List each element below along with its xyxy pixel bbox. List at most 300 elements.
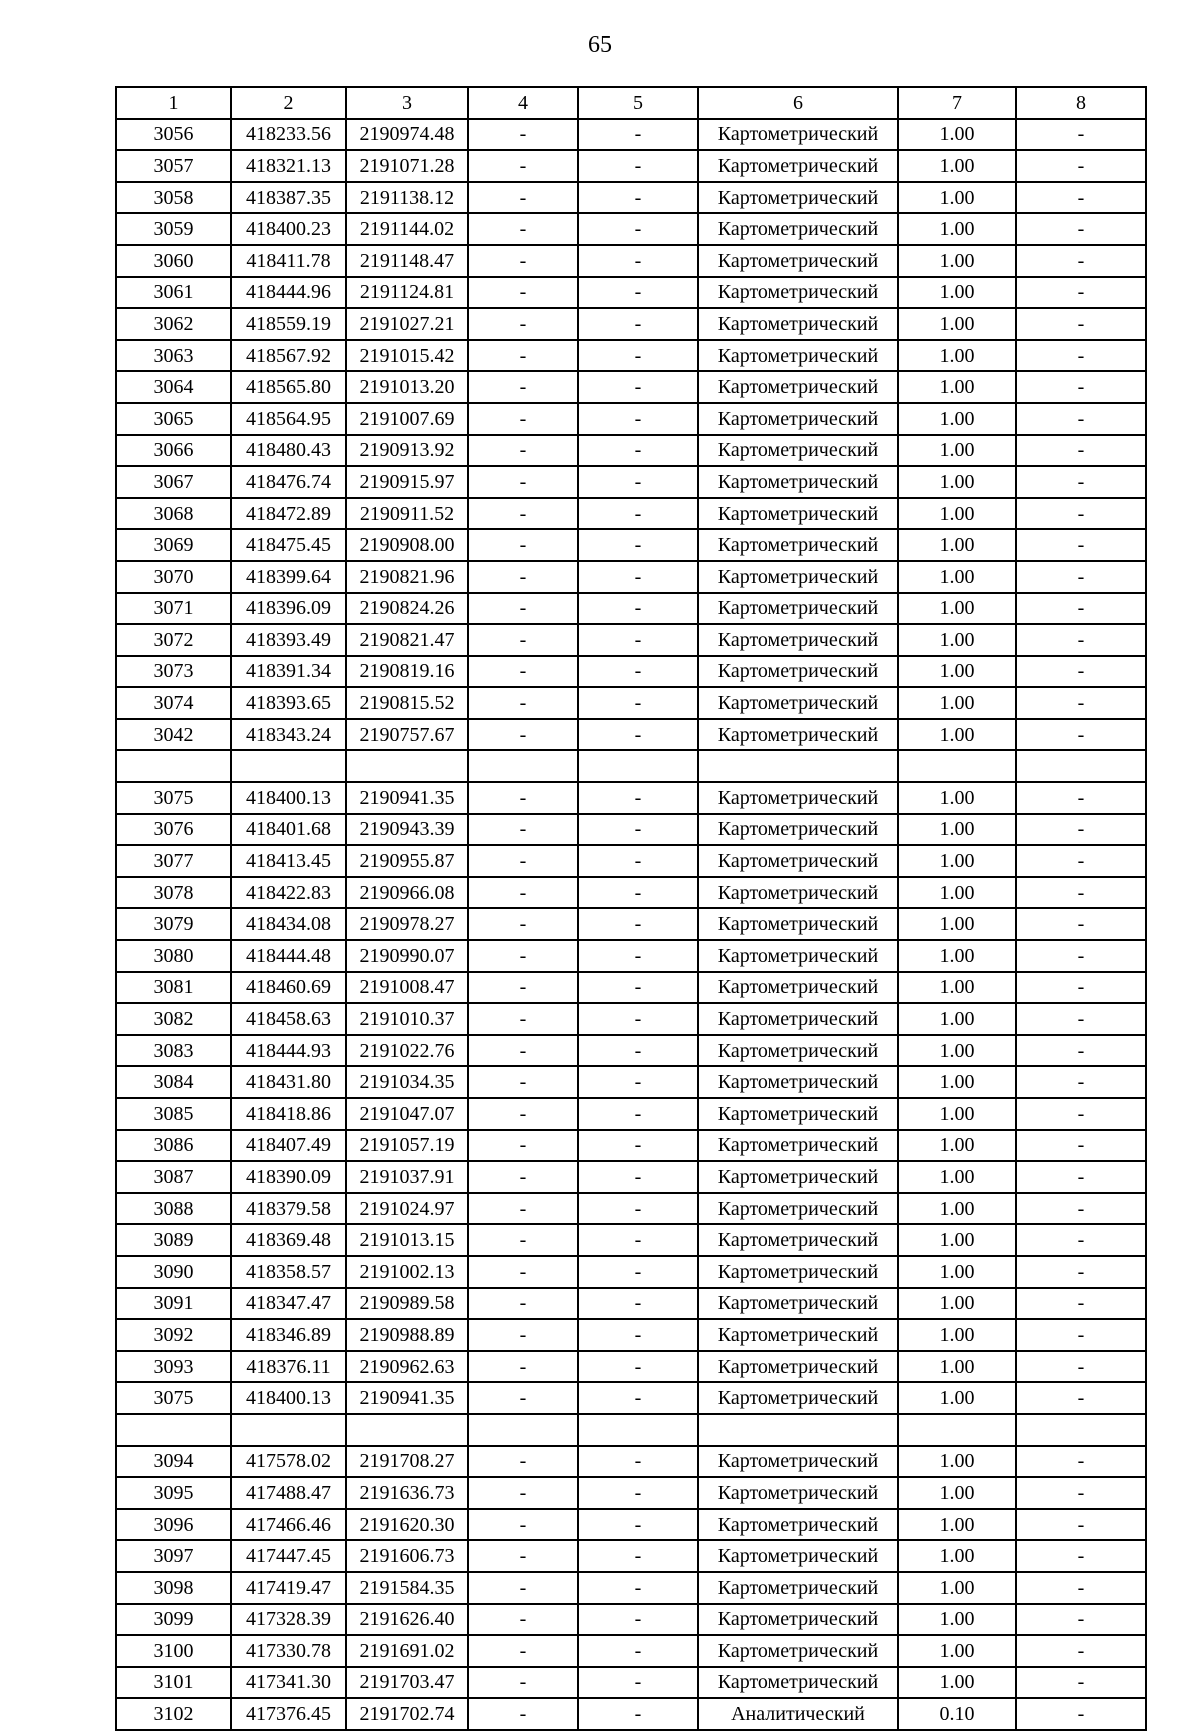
table-cell: 417328.39 bbox=[231, 1604, 346, 1636]
table-cell: 3074 bbox=[116, 687, 231, 719]
table-cell: 1.00 bbox=[898, 687, 1016, 719]
table-cell: 2191703.47 bbox=[346, 1667, 468, 1699]
table-cell: - bbox=[1016, 403, 1146, 435]
table-cell: 418390.09 bbox=[231, 1161, 346, 1193]
table-cell: 2191022.76 bbox=[346, 1035, 468, 1067]
table-cell: 3069 bbox=[116, 529, 231, 561]
table-cell: 3056 bbox=[116, 119, 231, 151]
table-cell: 1.00 bbox=[898, 245, 1016, 277]
table-row bbox=[116, 1477, 1146, 1509]
table-cell: - bbox=[578, 940, 698, 972]
table-cell: - bbox=[578, 1635, 698, 1667]
table-cell: - bbox=[578, 687, 698, 719]
table-row bbox=[116, 435, 1146, 467]
table-cell: Картометрический bbox=[698, 940, 898, 972]
table-row bbox=[116, 1446, 1146, 1478]
table-cell: 418400.23 bbox=[231, 213, 346, 245]
table-cell: 2191124.81 bbox=[346, 277, 468, 309]
table-cell: Картометрический bbox=[698, 1351, 898, 1383]
table-cell: Картометрический bbox=[698, 1319, 898, 1351]
table-cell: Аналитический bbox=[698, 1698, 898, 1730]
table-cell: - bbox=[468, 1446, 578, 1478]
header-cell: 5 bbox=[578, 87, 698, 119]
table-cell: Картометрический bbox=[698, 1477, 898, 1509]
table-cell: Картометрический bbox=[698, 1667, 898, 1699]
table-cell: 418393.49 bbox=[231, 624, 346, 656]
table-cell: 1.00 bbox=[898, 1288, 1016, 1320]
table-cell: 3072 bbox=[116, 624, 231, 656]
table-cell: 2191013.15 bbox=[346, 1224, 468, 1256]
table-cell: 2190913.92 bbox=[346, 435, 468, 467]
table-cell: Картометрический bbox=[698, 972, 898, 1004]
table-cell: 2191584.35 bbox=[346, 1572, 468, 1604]
table-cell: 2191708.27 bbox=[346, 1446, 468, 1478]
table-row bbox=[116, 1161, 1146, 1193]
table-cell: 2191013.20 bbox=[346, 371, 468, 403]
table-cell: 2191071.28 bbox=[346, 150, 468, 182]
table-cell: - bbox=[578, 150, 698, 182]
table-row bbox=[116, 593, 1146, 625]
table-cell: Картометрический bbox=[698, 1604, 898, 1636]
table-cell: - bbox=[578, 908, 698, 940]
table-cell: - bbox=[1016, 624, 1146, 656]
table-cell: Картометрический bbox=[698, 719, 898, 751]
table-cell: 3086 bbox=[116, 1130, 231, 1162]
table-cell: Картометрический bbox=[698, 845, 898, 877]
table-cell: - bbox=[468, 1003, 578, 1035]
table-cell: 2191620.30 bbox=[346, 1509, 468, 1541]
table-cell: 1.00 bbox=[898, 435, 1016, 467]
table-cell: 3089 bbox=[116, 1224, 231, 1256]
table-cell: - bbox=[1016, 1382, 1146, 1414]
table-cell: 1.00 bbox=[898, 371, 1016, 403]
table-cell: 417419.47 bbox=[231, 1572, 346, 1604]
table-cell: 3085 bbox=[116, 1098, 231, 1130]
table-cell: - bbox=[1016, 1319, 1146, 1351]
table-cell bbox=[898, 750, 1016, 782]
table-cell: 1.00 bbox=[898, 308, 1016, 340]
table-cell: - bbox=[468, 1256, 578, 1288]
table-cell: 3094 bbox=[116, 1446, 231, 1478]
table-cell: - bbox=[468, 782, 578, 814]
table-cell: 418418.86 bbox=[231, 1098, 346, 1130]
table-row bbox=[116, 782, 1146, 814]
table-cell: - bbox=[468, 1382, 578, 1414]
table-cell: 418376.11 bbox=[231, 1351, 346, 1383]
table-cell: 2190757.67 bbox=[346, 719, 468, 751]
table-cell: - bbox=[578, 656, 698, 688]
table-cell: 1.00 bbox=[898, 593, 1016, 625]
table-cell: - bbox=[468, 182, 578, 214]
separator-row bbox=[116, 1414, 1146, 1446]
table-cell: - bbox=[578, 1098, 698, 1130]
table-body bbox=[116, 119, 1146, 1730]
table-cell bbox=[578, 750, 698, 782]
table-cell bbox=[116, 1414, 231, 1446]
table-row bbox=[116, 1193, 1146, 1225]
table-row bbox=[116, 877, 1146, 909]
table-cell bbox=[346, 1414, 468, 1446]
table-cell: 2191015.42 bbox=[346, 340, 468, 372]
table-row bbox=[116, 1035, 1146, 1067]
header-cell: 1 bbox=[116, 87, 231, 119]
table-cell bbox=[578, 1414, 698, 1446]
table-cell: 3099 bbox=[116, 1604, 231, 1636]
table-cell: 418475.45 bbox=[231, 529, 346, 561]
table-cell: - bbox=[468, 1161, 578, 1193]
table-cell: 3088 bbox=[116, 1193, 231, 1225]
table-cell: 1.00 bbox=[898, 213, 1016, 245]
table-cell: - bbox=[578, 1604, 698, 1636]
table-cell: 1.00 bbox=[898, 1066, 1016, 1098]
table-cell: 418476.74 bbox=[231, 466, 346, 498]
table-cell: 1.00 bbox=[898, 529, 1016, 561]
table-cell: 3101 bbox=[116, 1667, 231, 1699]
table-cell: 3096 bbox=[116, 1509, 231, 1541]
table-cell: - bbox=[468, 529, 578, 561]
table-row bbox=[116, 1003, 1146, 1035]
table-cell: 418369.48 bbox=[231, 1224, 346, 1256]
table-cell: - bbox=[1016, 814, 1146, 846]
table-row bbox=[116, 498, 1146, 530]
table-cell: Картометрический bbox=[698, 182, 898, 214]
table-cell: 2190978.27 bbox=[346, 908, 468, 940]
table-cell: 3078 bbox=[116, 877, 231, 909]
table-cell: 3091 bbox=[116, 1288, 231, 1320]
table-cell: - bbox=[1016, 1509, 1146, 1541]
table-cell: - bbox=[468, 1193, 578, 1225]
table-row bbox=[116, 1066, 1146, 1098]
table-cell: 417447.45 bbox=[231, 1540, 346, 1572]
table-cell: 3073 bbox=[116, 656, 231, 688]
table-cell: 2190911.52 bbox=[346, 498, 468, 530]
table-cell: 418431.80 bbox=[231, 1066, 346, 1098]
table-row bbox=[116, 119, 1146, 151]
table-cell: 418233.56 bbox=[231, 119, 346, 151]
table-cell: Картометрический bbox=[698, 593, 898, 625]
table-cell: 2191010.37 bbox=[346, 1003, 468, 1035]
table-row bbox=[116, 940, 1146, 972]
table-cell: Картометрический bbox=[698, 245, 898, 277]
table-cell: 418411.78 bbox=[231, 245, 346, 277]
table-cell: 3059 bbox=[116, 213, 231, 245]
table-cell: - bbox=[578, 1161, 698, 1193]
table-cell: - bbox=[468, 308, 578, 340]
table-cell: 2190908.00 bbox=[346, 529, 468, 561]
table-cell: 418343.24 bbox=[231, 719, 346, 751]
table-cell: 2190821.47 bbox=[346, 624, 468, 656]
header-cell: 7 bbox=[898, 87, 1016, 119]
table-cell: 3090 bbox=[116, 1256, 231, 1288]
table-cell: 418321.13 bbox=[231, 150, 346, 182]
table-cell: 2191008.47 bbox=[346, 972, 468, 1004]
table-cell: 1.00 bbox=[898, 908, 1016, 940]
table-row bbox=[116, 213, 1146, 245]
table-cell: 418565.80 bbox=[231, 371, 346, 403]
table-cell: - bbox=[578, 213, 698, 245]
table-cell: - bbox=[578, 403, 698, 435]
header-row bbox=[116, 87, 1146, 119]
table-cell: Картометрический bbox=[698, 1256, 898, 1288]
table-cell: Картометрический bbox=[698, 371, 898, 403]
table-cell: - bbox=[468, 624, 578, 656]
table-cell bbox=[116, 750, 231, 782]
table-cell: 3057 bbox=[116, 150, 231, 182]
table-cell: 3075 bbox=[116, 782, 231, 814]
table-cell: 418379.58 bbox=[231, 1193, 346, 1225]
table-cell: - bbox=[1016, 182, 1146, 214]
table-cell: - bbox=[468, 1509, 578, 1541]
table-cell: - bbox=[578, 1035, 698, 1067]
table-cell: 2190941.35 bbox=[346, 782, 468, 814]
table-cell: - bbox=[1016, 1477, 1146, 1509]
table-cell: - bbox=[468, 1319, 578, 1351]
table-cell: 418460.69 bbox=[231, 972, 346, 1004]
table-cell: - bbox=[468, 1540, 578, 1572]
table-cell: 1.00 bbox=[898, 877, 1016, 909]
table-cell: - bbox=[1016, 308, 1146, 340]
table-cell: 3061 bbox=[116, 277, 231, 309]
table-cell: 1.00 bbox=[898, 845, 1016, 877]
table-cell: Картометрический bbox=[698, 1224, 898, 1256]
table-row bbox=[116, 1604, 1146, 1636]
table-cell: - bbox=[1016, 1035, 1146, 1067]
table-cell: - bbox=[578, 877, 698, 909]
table-cell: 1.00 bbox=[898, 782, 1016, 814]
table-cell: - bbox=[578, 466, 698, 498]
table-cell: 418396.09 bbox=[231, 593, 346, 625]
table-cell: - bbox=[468, 593, 578, 625]
header-cell: 2 bbox=[231, 87, 346, 119]
table-cell: 3070 bbox=[116, 561, 231, 593]
table-cell: 418358.57 bbox=[231, 1256, 346, 1288]
table-cell: Картометрический bbox=[698, 1003, 898, 1035]
table-cell: 1.00 bbox=[898, 1256, 1016, 1288]
table-cell: Картометрический bbox=[698, 1288, 898, 1320]
table-cell: - bbox=[578, 119, 698, 151]
table-cell: 418347.47 bbox=[231, 1288, 346, 1320]
table-cell: 1.00 bbox=[898, 1098, 1016, 1130]
table-cell: 417341.30 bbox=[231, 1667, 346, 1699]
table-cell: 2190989.58 bbox=[346, 1288, 468, 1320]
table-cell: - bbox=[468, 277, 578, 309]
table-cell: Картометрический bbox=[698, 1509, 898, 1541]
table-cell: 1.00 bbox=[898, 814, 1016, 846]
table-cell: - bbox=[578, 277, 698, 309]
table-row bbox=[116, 624, 1146, 656]
table-cell: 1.00 bbox=[898, 1540, 1016, 1572]
table-row bbox=[116, 1319, 1146, 1351]
table-cell: Картометрический bbox=[698, 908, 898, 940]
table-cell: - bbox=[578, 624, 698, 656]
table-cell: 1.00 bbox=[898, 1477, 1016, 1509]
table-row bbox=[116, 1698, 1146, 1730]
table-cell: - bbox=[1016, 1193, 1146, 1225]
table-cell: - bbox=[578, 1477, 698, 1509]
table-row bbox=[116, 908, 1146, 940]
table-cell bbox=[1016, 1414, 1146, 1446]
table-cell: 1.00 bbox=[898, 1319, 1016, 1351]
table-cell: Картометрический bbox=[698, 814, 898, 846]
table-cell: 2191047.07 bbox=[346, 1098, 468, 1130]
table-cell: 2190962.63 bbox=[346, 1351, 468, 1383]
table-cell: - bbox=[578, 1319, 698, 1351]
table-row bbox=[116, 687, 1146, 719]
table-cell: Картометрический bbox=[698, 624, 898, 656]
table-row bbox=[116, 1224, 1146, 1256]
table-cell: - bbox=[578, 845, 698, 877]
table-cell: - bbox=[578, 245, 698, 277]
table-cell: - bbox=[1016, 1351, 1146, 1383]
table-cell: 1.00 bbox=[898, 719, 1016, 751]
table-cell: - bbox=[578, 782, 698, 814]
table-cell: 2191138.12 bbox=[346, 182, 468, 214]
table-cell: 1.00 bbox=[898, 277, 1016, 309]
table-cell: - bbox=[1016, 150, 1146, 182]
table-cell: 2191007.69 bbox=[346, 403, 468, 435]
table-cell: 3081 bbox=[116, 972, 231, 1004]
table-cell: 1.00 bbox=[898, 1667, 1016, 1699]
table-cell: - bbox=[468, 687, 578, 719]
table-cell: 2190966.08 bbox=[346, 877, 468, 909]
table-cell: 3066 bbox=[116, 435, 231, 467]
table-cell: 2190955.87 bbox=[346, 845, 468, 877]
table-row bbox=[116, 1130, 1146, 1162]
table-cell bbox=[468, 1414, 578, 1446]
table-cell: - bbox=[468, 656, 578, 688]
table-cell bbox=[231, 750, 346, 782]
table-cell: - bbox=[578, 972, 698, 1004]
table-cell: 2191057.19 bbox=[346, 1130, 468, 1162]
table-cell: 2191144.02 bbox=[346, 213, 468, 245]
table-cell: 418393.65 bbox=[231, 687, 346, 719]
table-row bbox=[116, 1667, 1146, 1699]
table-cell: - bbox=[1016, 1066, 1146, 1098]
table-row bbox=[116, 1288, 1146, 1320]
table-cell: 3076 bbox=[116, 814, 231, 846]
table-row bbox=[116, 466, 1146, 498]
table-cell: - bbox=[468, 498, 578, 530]
table-cell: - bbox=[468, 1351, 578, 1383]
table-cell: 3077 bbox=[116, 845, 231, 877]
table-cell: - bbox=[468, 1604, 578, 1636]
table-row bbox=[116, 814, 1146, 846]
header-cell: 4 bbox=[468, 87, 578, 119]
table-cell: - bbox=[1016, 119, 1146, 151]
table-cell: 1.00 bbox=[898, 1161, 1016, 1193]
table-cell: - bbox=[1016, 719, 1146, 751]
table-cell: Картометрический bbox=[698, 1098, 898, 1130]
table-cell: 3075 bbox=[116, 1382, 231, 1414]
table-cell: Картометрический bbox=[698, 1382, 898, 1414]
table-cell: 1.00 bbox=[898, 182, 1016, 214]
table-cell: - bbox=[468, 1698, 578, 1730]
table-cell: 418391.34 bbox=[231, 656, 346, 688]
table-cell bbox=[231, 1414, 346, 1446]
table-cell: Картометрический bbox=[698, 1066, 898, 1098]
table-cell: - bbox=[578, 1193, 698, 1225]
table-row bbox=[116, 719, 1146, 751]
table-cell: - bbox=[468, 908, 578, 940]
table-cell: 2191024.97 bbox=[346, 1193, 468, 1225]
table-cell: 3102 bbox=[116, 1698, 231, 1730]
table-cell: - bbox=[578, 561, 698, 593]
table-row bbox=[116, 403, 1146, 435]
table-cell: 2191148.47 bbox=[346, 245, 468, 277]
table-cell: Картометрический bbox=[698, 150, 898, 182]
table-row bbox=[116, 1256, 1146, 1288]
table-cell: - bbox=[578, 308, 698, 340]
table-row bbox=[116, 1382, 1146, 1414]
table-cell: 1.00 bbox=[898, 1509, 1016, 1541]
table-cell: 418458.63 bbox=[231, 1003, 346, 1035]
table-row bbox=[116, 308, 1146, 340]
table-cell: 1.00 bbox=[898, 1446, 1016, 1478]
table-cell: Картометрический bbox=[698, 403, 898, 435]
table-cell: Картометрический bbox=[698, 529, 898, 561]
table-cell: Картометрический bbox=[698, 277, 898, 309]
table-cell: - bbox=[1016, 1635, 1146, 1667]
table-cell: - bbox=[578, 814, 698, 846]
table-cell: - bbox=[1016, 213, 1146, 245]
table-cell: - bbox=[1016, 1224, 1146, 1256]
table-cell: - bbox=[468, 1477, 578, 1509]
table-row bbox=[116, 972, 1146, 1004]
table-cell: - bbox=[468, 403, 578, 435]
table-cell: 3064 bbox=[116, 371, 231, 403]
table-cell: - bbox=[468, 1098, 578, 1130]
table-cell: Картометрический bbox=[698, 1193, 898, 1225]
table-cell: 418564.95 bbox=[231, 403, 346, 435]
table-cell: - bbox=[468, 1066, 578, 1098]
table-cell: - bbox=[578, 1130, 698, 1162]
table-cell: Картометрический bbox=[698, 877, 898, 909]
table-cell: 2191034.35 bbox=[346, 1066, 468, 1098]
table-cell: Картометрический bbox=[698, 308, 898, 340]
table-cell: Картометрический bbox=[698, 340, 898, 372]
table-row bbox=[116, 845, 1146, 877]
table-cell: 3067 bbox=[116, 466, 231, 498]
table-cell: - bbox=[1016, 529, 1146, 561]
table-row bbox=[116, 529, 1146, 561]
table-cell: - bbox=[1016, 1540, 1146, 1572]
table-row bbox=[116, 371, 1146, 403]
table-cell: - bbox=[468, 213, 578, 245]
table-cell: 1.00 bbox=[898, 1604, 1016, 1636]
table-cell: - bbox=[1016, 466, 1146, 498]
table-cell: 418401.68 bbox=[231, 814, 346, 846]
separator-row bbox=[116, 750, 1146, 782]
table-cell: - bbox=[468, 1035, 578, 1067]
table-cell: - bbox=[578, 1667, 698, 1699]
table-cell: 1.00 bbox=[898, 1224, 1016, 1256]
table-cell: Картометрический bbox=[698, 498, 898, 530]
table-cell: 1.00 bbox=[898, 1635, 1016, 1667]
table-cell: 1.00 bbox=[898, 1035, 1016, 1067]
table-cell: 1.00 bbox=[898, 940, 1016, 972]
table-cell: 418472.89 bbox=[231, 498, 346, 530]
table-cell: 418400.13 bbox=[231, 1382, 346, 1414]
table-cell: 2190819.16 bbox=[346, 656, 468, 688]
table-cell: - bbox=[1016, 687, 1146, 719]
table-cell: - bbox=[1016, 245, 1146, 277]
table-cell: 1.00 bbox=[898, 1351, 1016, 1383]
table-cell: - bbox=[578, 340, 698, 372]
table-cell: - bbox=[1016, 1003, 1146, 1035]
table-cell: - bbox=[1016, 498, 1146, 530]
table-cell: 417466.46 bbox=[231, 1509, 346, 1541]
table-cell: - bbox=[1016, 782, 1146, 814]
